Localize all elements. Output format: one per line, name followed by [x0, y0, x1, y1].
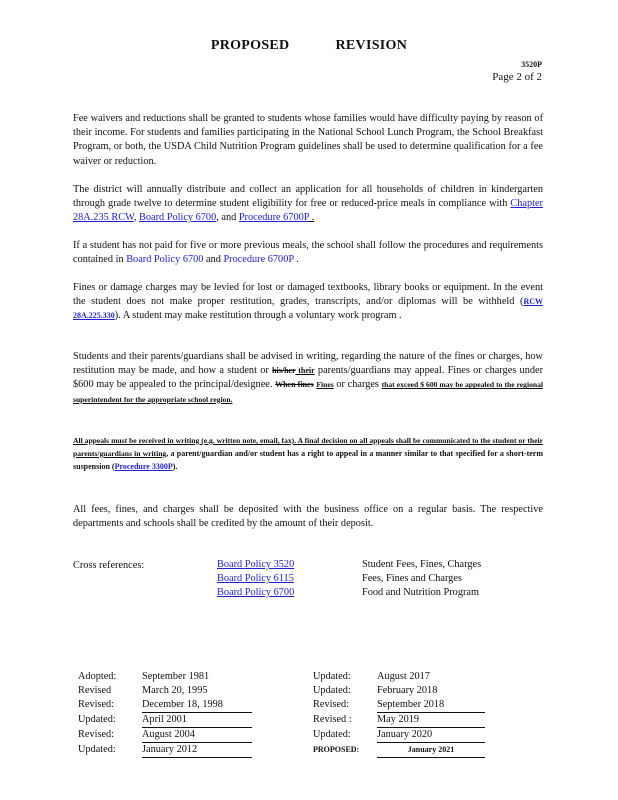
paragraph-deposits [73, 503, 543, 531]
cross-reference-title: Food and Nutrition Program [362, 587, 479, 598]
link-chapter-28a235-rcw[interactable]: Chapter 28A.235 RCW [73, 198, 543, 224]
history-label: Adopted: [78, 671, 117, 682]
paragraph-text: ). [172, 462, 178, 471]
paragraph-appeals [73, 350, 543, 407]
paragraph-text: and [203, 254, 224, 266]
history-label: Updated: [313, 685, 351, 696]
history-row [313, 698, 485, 713]
paragraph-text: . [293, 254, 299, 266]
paragraph-text: parents/guardians may appeal. Fines or charges under $600 may be appealed to the principal/designee. [73, 365, 543, 391]
history-row [78, 698, 252, 713]
inserted-text: All appeals must be received in writing (e.g. written note, email, fax). A final decision on all appeals shall be communicated to the student or their parents/guardians in writing [73, 436, 543, 458]
paragraph-text: , a parent/guardian and/or student has a right to appeal in a manner similar to that specified for a short-term suspension ( [73, 449, 543, 471]
cross-reference-title: Student Fees, Fines, Charges [362, 559, 482, 570]
history-date: January 2021 [377, 743, 485, 758]
policy-code: 3520P [521, 60, 542, 69]
history-label: Revised : [313, 714, 352, 725]
cross-reference-link[interactable]: Board Policy 6700 [217, 587, 295, 598]
history-date: May 2019 [377, 713, 485, 728]
history-date: February 2018 [377, 685, 438, 696]
title-revision: REVISION [335, 38, 408, 53]
inserted-text: their [295, 366, 315, 376]
cross-reference-title: Fees, Fines and Charges [362, 573, 462, 584]
link-procedure-3300p[interactable]: Procedure 3300P [114, 462, 173, 471]
paragraph-text: If a student has not paid for five or more previous meals, the school shall follow the procedures and requirements contained in [73, 240, 543, 266]
paragraph-unpaid-meals [73, 239, 543, 267]
link-board-policy-6700[interactable]: Board Policy 6700 [139, 212, 217, 224]
history-label: Updated: [313, 671, 351, 682]
link-procedure-6700p[interactable]: Procedure 6700P [238, 212, 310, 224]
history-date: March 20, 1995 [142, 685, 208, 696]
paragraph-text: ). A student may make restitution through a voluntary work program . [114, 310, 402, 322]
cross-reference-policies [217, 558, 317, 600]
cross-reference-titles [362, 558, 542, 600]
cross-reference-link[interactable]: Board Policy 3520 [217, 559, 295, 570]
page-title [0, 38, 618, 54]
paragraph-text: . [309, 212, 315, 224]
inserted-text: that exceed $ 600 may be appealed to the regional superintendent for the appropriate school region. [73, 380, 544, 404]
history-row [78, 713, 252, 728]
history-date: December 18, 1998 [142, 698, 252, 713]
history-row [78, 670, 252, 684]
history-row [313, 684, 485, 698]
history-date: August 2004 [142, 728, 252, 743]
paragraph-fee-waivers [73, 112, 543, 169]
paragraph-text: Fee waivers and reductions shall be granted to students whose families would have difficulty paying by reason of their income. For students and families participating in the National School Lunch Program, the School Breakfast Program, or both, the USDA Child Nutrition Program guidelines shall be used to determine qualification for a fee waiver or reduction. [73, 113, 543, 167]
paragraph-text: , and [216, 212, 239, 224]
history-date: September 2018 [377, 698, 485, 713]
inserted-text: Fines [316, 380, 334, 390]
cross-reference-link[interactable]: Board Policy 6115 [217, 573, 294, 584]
paragraph-appeal-writing [73, 434, 543, 473]
history-row [78, 743, 252, 758]
history-label: Revised: [78, 699, 115, 710]
link-procedure-6700p[interactable]: Procedure 6700P [223, 254, 294, 266]
history-label: Updated: [78, 744, 116, 755]
paragraph-text: All fees, fines, and charges shall be deposited with the business office on a regular basis. The respective departments and schools shall be credited by the amount of their deposit. [73, 504, 543, 530]
paragraph-text: The district will annually distribute and collect an application for all households of children in kindergarten through grade twelve to determine student eligibility for free or reduced-price meals in compliance with [73, 184, 543, 210]
cross-reference-label: Cross references: [73, 560, 145, 571]
history-label: Revised: [78, 729, 115, 740]
link-rcw-28a225330[interactable]: RCW 28A.225.330 [73, 297, 543, 321]
link-board-policy-6700[interactable]: Board Policy 6700 [126, 254, 204, 266]
history-row [313, 728, 485, 743]
history-date: September 1981 [142, 671, 210, 682]
deleted-text: his/her [272, 366, 296, 376]
history-label: Updated: [313, 729, 351, 740]
deleted-text: When fines [275, 380, 314, 390]
paragraph-text: Fines or damage charges may be levied for lost or damaged textbooks, library books or equipment. In the event the student does not make proper restitution, grades, transcripts, and/or diplomas will be withheld ( [73, 282, 543, 308]
history-row [78, 728, 252, 743]
history-date: April 2001 [142, 713, 252, 728]
paragraph-text: Students and their parents/guardians shall be advised in writing, regarding the nature of the fines or charges, how restitution may be made, and how a student or [73, 351, 543, 377]
history-label: Revised [78, 685, 112, 696]
page-number: Page 2 of 2 [492, 71, 542, 83]
history-date: January 2020 [377, 728, 485, 743]
paragraph-text: or charges [333, 379, 382, 391]
history-row [313, 713, 485, 728]
paragraph-annual-application [73, 183, 543, 226]
revision-history-right [313, 670, 485, 758]
history-row [313, 743, 485, 758]
history-date: January 2012 [142, 743, 252, 758]
paragraph-fines-damage [73, 281, 543, 324]
revision-history-left [78, 670, 252, 758]
title-proposed: PROPOSED [210, 38, 290, 53]
history-row [313, 670, 485, 684]
history-date: August 2017 [377, 671, 430, 682]
history-label: PROPOSED: [313, 745, 360, 754]
history-label: Revised: [313, 699, 350, 710]
history-label: Updated: [78, 714, 116, 725]
paragraph-text: , [133, 212, 139, 224]
history-row [78, 684, 252, 698]
